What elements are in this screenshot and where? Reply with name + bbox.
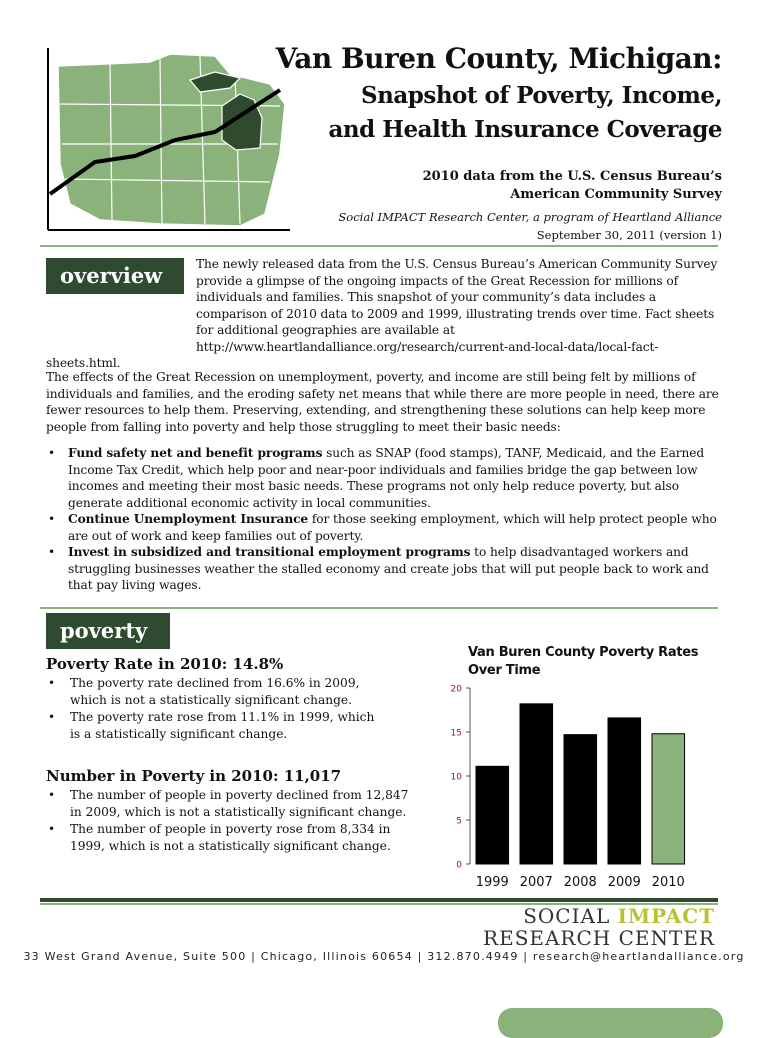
y-tick-label: 5 bbox=[456, 816, 462, 827]
logo-line-2: RESEARCH CENTER bbox=[483, 926, 715, 950]
list-item: • The poverty rate rose from 11.1% in 1999, which is a statistically significant change. bbox=[48, 709, 388, 743]
logo-line-1: SOCIAL IMPACT bbox=[523, 904, 715, 928]
page-subtitle-2: and Health Insurance Coverage bbox=[328, 116, 722, 143]
list-item: • The number of people in poverty declined from 12,847 in 2009, which is not a statistically significant change. bbox=[48, 787, 418, 821]
bar-2008 bbox=[564, 735, 597, 864]
poverty-number-heading: Number in Poverty in 2010: 11,017 bbox=[46, 767, 342, 785]
chart-title: Van Buren County Poverty Rates Over Time bbox=[468, 645, 699, 678]
poverty-number-bullets bbox=[48, 787, 418, 855]
bar-1999 bbox=[476, 766, 509, 864]
x-tick-label: 1999 bbox=[475, 875, 509, 890]
page-subtitle-1: Snapshot of Poverty, Income, bbox=[361, 82, 722, 109]
data-source: 2010 data from the U.S. Census Bureau’s American Community Survey bbox=[422, 169, 722, 202]
y-tick-label: 10 bbox=[450, 772, 462, 783]
list-item: • The poverty rate declined from 16.6% in 2009, which is not a statistically significant change. bbox=[48, 675, 388, 709]
section-label-poverty: poverty bbox=[46, 613, 170, 649]
page-title: Van Buren County, Michigan: bbox=[275, 42, 722, 75]
date-line: September 30, 2011 (version 1) bbox=[536, 228, 722, 242]
list-item: • Invest in subsidized and transitional employment programs to help disadvantaged workers and struggling businesses weather the stalled economy and create jobs that will put people back to work and that pay living wages. bbox=[46, 544, 722, 594]
y-tick-label: 15 bbox=[450, 728, 462, 739]
footer-divider bbox=[40, 898, 718, 902]
poverty-rate-bullets bbox=[48, 675, 388, 743]
y-tick-label: 20 bbox=[450, 684, 462, 695]
poverty-rate-chart bbox=[440, 680, 710, 895]
bar-2007 bbox=[520, 704, 553, 864]
list-item: • Fund safety net and benefit programs such as SNAP (food stamps), TANF, Medicaid, and the Earned Income Tax Credit, which help poor and near-poor individuals and families bridge the gap between low incomes and meeting their most basic needs. These programs not only help reduce poverty, but also generate additional economic activity in local communities. bbox=[46, 445, 722, 511]
section-label-overview: overview bbox=[46, 258, 184, 294]
bar-2010 bbox=[652, 734, 685, 864]
list-item: • The number of people in poverty rose from 8,334 in 1999, which is not a statistically significant change. bbox=[48, 821, 418, 855]
x-tick-label: 2010 bbox=[651, 875, 685, 890]
recommendation-list bbox=[46, 445, 722, 594]
divider bbox=[40, 607, 718, 609]
list-item: • Continue Unemployment Insurance for those seeking employment, which will help protect people who are out of work and keep families out of poverty. bbox=[46, 511, 722, 544]
y-tick-label: 0 bbox=[456, 860, 462, 871]
poverty-rate-heading: Poverty Rate in 2010: 14.8% bbox=[46, 655, 284, 673]
overview-effects: The effects of the Great Recession on unemployment, poverty, and income are still being felt by millions of individuals and families, and the eroding safety net means that while there are more people in need, there are fewer resources to help them. Preserving, extending, and strengthening these solutions can help keep more people from falling into poverty and help those struggling to meet their basic needs: bbox=[46, 370, 719, 434]
footer-tab bbox=[498, 1008, 723, 1038]
footer-address: 33 West Grand Avenue, Suite 500 | Chicago, Illinois 60654 | 312.870.4949 | research@heartlandalliance.org bbox=[23, 950, 745, 963]
x-tick-label: 2009 bbox=[607, 875, 641, 890]
x-tick-label: 2007 bbox=[519, 875, 553, 890]
org-line: Social IMPACT Research Center, a program of Heartland Alliance bbox=[338, 210, 722, 224]
bar-2009 bbox=[608, 718, 641, 864]
overview-intro: The newly released data from the U.S. Census Bureau’s American Community Survey provide a glimpse of the ongoing impacts of the Great Recession for millions of individuals and families. This snapshot of your community’s data includes a comparison of 2010 data to 2009 and 1999, illustrating trends over time. Fact sheets for additional geographies are available at http://www.heartlandalliance.org/research/current-and-local-data/local-fact-sheets.html. bbox=[46, 257, 718, 370]
divider bbox=[40, 245, 718, 247]
x-tick-label: 2008 bbox=[563, 875, 597, 890]
